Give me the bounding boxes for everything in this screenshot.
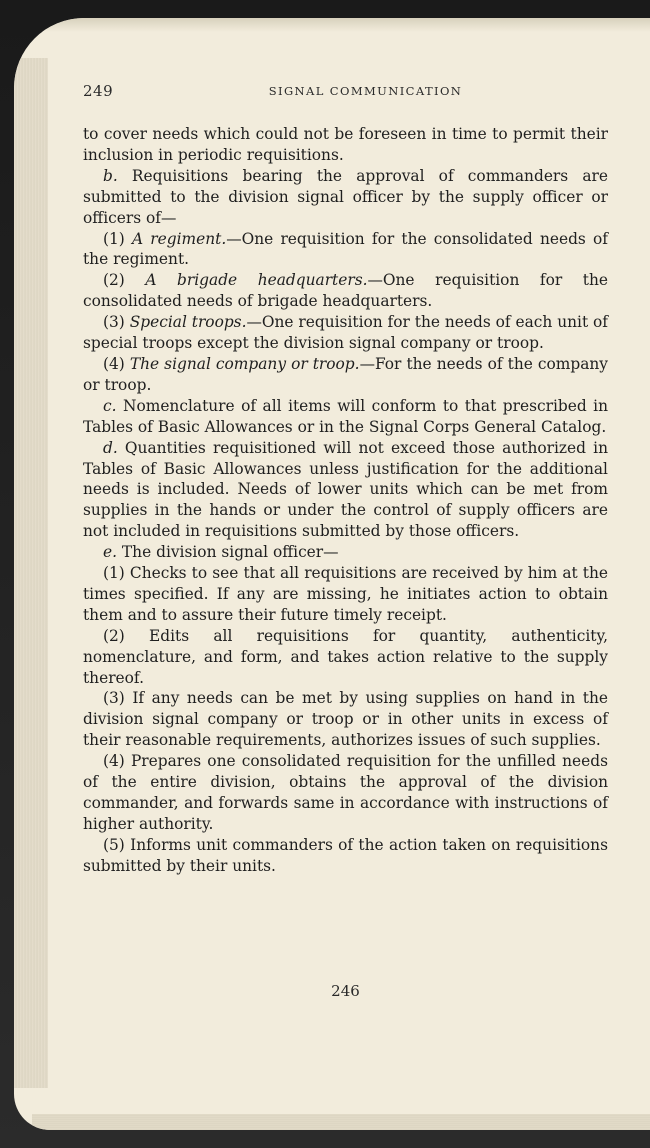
paragraph-text: The division signal officer— [117,543,339,562]
paragraph [83,751,608,835]
page-number: 246 [331,982,360,1000]
paragraph [83,354,608,396]
paragraph-text: Quantities requisitioned will not exceed those authorized in Tables of Basic Allowances unless justification for the additional needs is included. Needs of lower units which can be met from supplies in the hands or under the control of supply officers are not included in requisitions submitted by those officers. [83,438,608,541]
paragraph-text: —One requisition for the consolidated needs of the regiment. [83,229,608,269]
paragraph [83,563,608,626]
paragraph-title: A regiment. [132,229,227,248]
paragraph [83,229,608,271]
paragraph [83,124,608,166]
paragraph [83,438,608,543]
paragraph [83,166,608,229]
paragraph-label: c. [103,396,117,415]
paragraph [83,835,608,877]
paragraph-text: —One requisition for the consolidated needs of brigade headquarters. [83,271,608,311]
page-edge-bottom [32,1114,650,1130]
paragraph-title: A brigade headquarters. [145,271,368,290]
paragraph-text: Checks to see that all requisitions are received by him at the times specified. If any are missing, he initiates action to obtain them and to assure their future timely receipt. [83,564,608,624]
paragraph-label: (3) [103,689,125,708]
paragraph [83,688,608,751]
paragraph-label: (1) [103,229,125,248]
paragraph-text: If any needs can be met by using supplies on hand in the division signal company or troop or in other units in excess of their reasonable requirements, authorizes issues of such supplies. [83,689,608,750]
paragraph [83,312,608,354]
paragraph [83,542,608,563]
paragraph-title: Special troops. [129,313,247,332]
paragraph-text: Requisitions bearing the approval of commanders are submitted to the division signal officer by the supply officer or officers of— [83,166,608,227]
paragraph [83,270,608,312]
paragraph-text: Edits all requisitions for quantity, authenticity, nomenclature, and form, and takes action relative to the supply thereof. [83,626,608,687]
paragraph-label: (4) [103,752,125,771]
paragraph [83,626,608,689]
paragraph-text: —One requisition for the needs of each unit of special troops except the division signal company or troop. [83,313,608,353]
paragraph-label: (2) [103,271,125,290]
paragraph-label: e. [103,543,118,562]
paragraph-label: b. [103,166,118,185]
paragraph-label: (5) [103,835,125,854]
paragraph [83,396,608,438]
paragraph-text: to cover needs which could not be foreseen in time to permit their inclusion in periodic requisitions. [83,125,608,164]
paragraph-label: d. [103,438,118,457]
running-head [83,82,608,102]
paragraph-text: —For the needs of the company or troop. [83,354,608,394]
folio-number: 249 [83,82,114,100]
running-title: SIGNAL COMMUNICATION [268,84,463,98]
page-edge-left [14,58,48,1088]
paragraph-text: Prepares one consolidated requisition for the unfilled needs of the entire division, obtains the approval of the division commander, and forwards same in accordance with instructions of higher authority. [83,752,608,833]
paragraph-label: (4) [103,354,125,373]
paragraph-label: (3) [103,313,125,332]
paragraph-title: The signal company or troop. [129,354,360,373]
body-text [83,124,608,877]
paragraph-label: (1) [103,564,125,583]
paragraph-text: Informs unit commanders of the action taken on requisitions submitted by their units. [83,835,608,875]
paragraph-text: Nomenclature of all items will conform to that prescribed in Tables of Basic Allowances or in the Signal Corps General Catalog. [83,396,608,436]
page-edge-top [34,18,650,32]
paragraph-label: (2) [103,626,125,645]
